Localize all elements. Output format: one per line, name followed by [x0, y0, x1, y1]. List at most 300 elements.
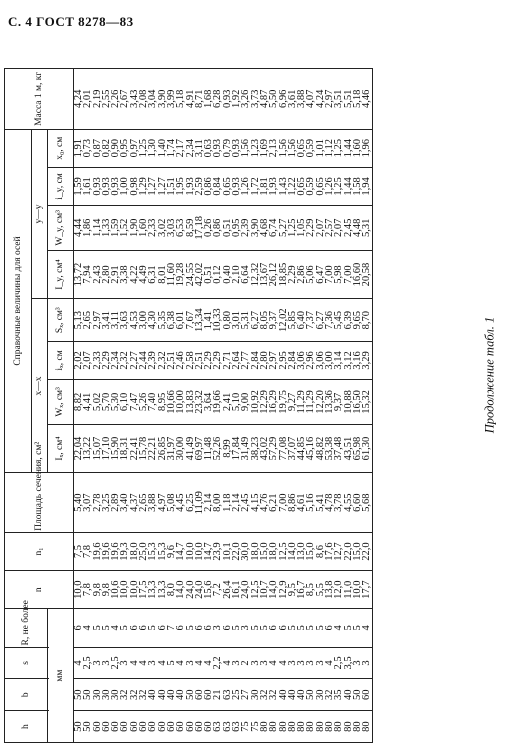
table-cell: 18,0 — [251, 532, 260, 570]
table-cell: 18,31 — [120, 424, 129, 473]
table-cell: 4,68 — [260, 206, 269, 251]
table-cell: 10,6 — [111, 571, 120, 609]
axis-xx-header: x—x — [32, 299, 48, 473]
table-cell: 2,59 — [195, 167, 204, 205]
table-cell: 30 — [316, 679, 325, 711]
continuation-note: Продолжение табл. 1 — [482, 316, 497, 434]
table-cell: 80 — [279, 711, 288, 743]
table-cell: 2,33 — [93, 341, 102, 379]
table-cell: 0,63 — [204, 129, 213, 167]
table-cell: 0,90 — [111, 129, 120, 167]
table-cell: 2,71 — [223, 341, 232, 379]
table-cell: 0,80 — [223, 299, 232, 341]
table-cell: 5,40 — [74, 473, 84, 532]
table-cell: 12,5 — [279, 532, 288, 570]
table-cell: 80 — [260, 711, 269, 743]
table-cell: 4,37 — [130, 473, 139, 532]
table-cell: 5 — [186, 609, 195, 647]
table-cell: 7,00 — [344, 250, 353, 299]
table-cell: 40 — [148, 679, 157, 711]
table-cell: 27 — [241, 679, 250, 711]
table-cell: 7,67 — [186, 299, 195, 341]
table-cell: 69,97 — [195, 424, 204, 473]
table-cell: 2,39 — [241, 206, 250, 251]
table-cell: 13,0 — [297, 532, 306, 570]
table-cell: 3 — [186, 647, 195, 679]
table-cell: 60 — [130, 711, 139, 743]
table-cell: 5,41 — [316, 473, 325, 532]
table-cell: 37,07 — [288, 424, 297, 473]
table-cell: 77,08 — [279, 424, 288, 473]
table-cell: 3,90 — [158, 69, 167, 130]
table-cell: 3 — [213, 609, 222, 647]
table-cell: 5,35 — [158, 299, 167, 341]
table-cell: 8,71 — [195, 69, 204, 130]
table-cell: 80 — [297, 711, 306, 743]
table-cell: 3,99 — [167, 69, 176, 130]
table-cell: 50 — [74, 711, 84, 743]
table-cell: 6 — [223, 609, 232, 647]
table-cell: 3,61 — [288, 69, 297, 130]
table-cell: 7,47 — [130, 380, 139, 425]
table-cell: 4,87 — [260, 69, 269, 130]
table-cell: 2,84 — [251, 341, 260, 379]
table-cell: 4,91 — [186, 69, 195, 130]
col-r-header: R, не более — [5, 609, 48, 647]
table-cell: 5,10 — [232, 380, 241, 425]
table-cell: 23,9 — [213, 532, 222, 570]
table-cell: 80 — [306, 711, 315, 743]
table-cell: 24,0 — [241, 571, 250, 609]
table-cell: 50 — [74, 679, 84, 711]
table-cell: 53,38 — [325, 424, 334, 473]
table-cell: 2,01 — [83, 69, 92, 130]
table-cell: 40 — [297, 679, 306, 711]
table-cell: 2,67 — [120, 69, 129, 130]
table-cell: 1,72 — [251, 167, 260, 205]
table-cell: 2,51 — [195, 341, 204, 379]
table-cell: 15,07 — [93, 424, 102, 473]
table-cell: 3 — [316, 647, 325, 679]
table-cell: 6,10 — [120, 380, 129, 425]
table-cell: 1,56 — [241, 129, 250, 167]
table-cell: 4,78 — [325, 473, 334, 532]
table-cell: 3,11 — [195, 129, 204, 167]
table-cell: 6 — [176, 609, 185, 647]
table-cell: 40 — [176, 679, 185, 711]
table-cell: 60 — [186, 711, 195, 743]
unit-mm-header: мм — [48, 609, 74, 743]
table-cell: 60 — [204, 711, 213, 743]
table-cell: 60 — [195, 711, 204, 743]
table-cell: 5 — [288, 609, 297, 647]
table-cell: 80 — [344, 711, 353, 743]
table-cell: 1,33 — [102, 206, 111, 251]
table-cell: 2,64 — [232, 341, 241, 379]
table-cell: 2,89 — [111, 473, 120, 532]
table-cell: 1,23 — [251, 129, 260, 167]
table-cell: 8,70 — [362, 299, 372, 341]
table-cell: 3,00 — [139, 299, 148, 341]
table-cell: 2,5 — [111, 647, 120, 679]
col-area-header: Площадь сечения, см² — [5, 473, 74, 532]
table-cell: 13,3 — [148, 571, 157, 609]
table-cell: 6 — [74, 609, 84, 647]
table-cell: 4 — [334, 609, 343, 647]
table-cell: 40 — [344, 679, 353, 711]
table-cell: 5,18 — [353, 69, 362, 130]
table-cell: 4 — [204, 647, 213, 679]
table-cell: 10,0 — [195, 532, 204, 570]
table-cell: 3,07 — [83, 473, 92, 532]
table-cell: 50 — [186, 679, 195, 711]
table-cell: 22,0 — [344, 532, 353, 570]
table-cell: 3,64 — [204, 380, 213, 425]
table-cell: 2,26 — [111, 69, 120, 130]
table-cell: 4 — [223, 647, 232, 679]
table-cell: 4 — [269, 647, 278, 679]
table-cell: 7 — [167, 609, 176, 647]
table-cell: 6,31 — [148, 250, 157, 299]
table-cell: 3 — [353, 647, 362, 679]
table-cell: 5 — [93, 609, 102, 647]
table-cell: 10,92 — [251, 380, 260, 425]
table-cell: 50 — [83, 679, 92, 711]
col-wy-header: W_y, см³ — [48, 206, 74, 251]
table-cell: 1,26 — [241, 167, 250, 205]
table-cell: 13,67 — [260, 250, 269, 299]
table-cell: 75 — [251, 711, 260, 743]
table-cell: 1,29 — [139, 167, 148, 205]
table-cell: 25 — [232, 679, 241, 711]
table-cell: 2,08 — [139, 69, 148, 130]
table-cell: 1,74 — [167, 129, 176, 167]
table-cell: 3 — [297, 647, 306, 679]
table-cell: 61,30 — [362, 424, 372, 473]
table-cell: 10,66 — [167, 380, 176, 425]
table-cell: 16,7 — [297, 571, 306, 609]
table-cell: 3,63 — [120, 299, 129, 341]
table-cell: 8,82 — [74, 380, 84, 425]
table-cell: 60 — [148, 711, 157, 743]
table-cell: 2,95 — [279, 341, 288, 379]
col-sx-header: Sₓ, см³ — [48, 299, 74, 341]
table-cell: 0,86 — [204, 167, 213, 205]
table-cell: 19,75 — [279, 380, 288, 425]
table-cell: 2,65 — [139, 473, 148, 532]
table-cell: 2,29 — [288, 250, 297, 299]
table-cell: 3 — [306, 647, 315, 679]
table-cell: 5 — [344, 609, 353, 647]
table-cell: 2,86 — [297, 250, 306, 299]
table-cell: 14,0 — [176, 571, 185, 609]
table-cell: 0,87 — [93, 129, 102, 167]
table-cell: 30 — [93, 679, 102, 711]
table-cell: 5,02 — [93, 380, 102, 425]
table-cell: 1,96 — [362, 129, 372, 167]
table-cell: 1,91 — [74, 129, 84, 167]
table-cell: 2,07 — [316, 206, 325, 251]
table-cell: 3,40 — [120, 473, 129, 532]
table-cell: 2,29 — [213, 341, 222, 379]
table-cell: 2,07 — [83, 341, 92, 379]
table-cell: 32 — [120, 679, 129, 711]
table-cell: 3,26 — [241, 69, 250, 130]
table-cell: 0,65 — [316, 167, 325, 205]
table-cell: 5 — [353, 609, 362, 647]
table-cell: 3,88 — [148, 473, 157, 532]
table-cell: 12,5 — [251, 571, 260, 609]
table-cell: 1,41 — [204, 299, 213, 341]
table-cell: 8,99 — [223, 424, 232, 473]
table-cell: 63 — [213, 711, 222, 743]
table-cell: 80 — [362, 711, 372, 743]
table-cell: 32 — [139, 679, 148, 711]
table-cell: 8,0 — [167, 571, 176, 609]
table-cell: 3,5 — [344, 647, 353, 679]
table-cell: 1,81 — [260, 167, 269, 205]
table-cell: 5,27 — [279, 206, 288, 251]
table-cell: 4,76 — [260, 473, 269, 532]
table-cell: 6,74 — [269, 206, 278, 251]
table-cell: 48,82 — [316, 424, 325, 473]
table-cell: 2,77 — [241, 341, 250, 379]
table-cell: 0,98 — [130, 167, 139, 205]
table-cell: 6 — [204, 609, 213, 647]
table-cell: 60 — [176, 711, 185, 743]
table-cell: 2,5 — [83, 647, 92, 679]
table-cell: 1,58 — [353, 167, 362, 205]
table-cell: 5,70 — [102, 380, 111, 425]
table-cell: 2,45 — [344, 206, 353, 251]
table-cell: 3 — [260, 647, 269, 679]
table-cell: 3,43 — [130, 69, 139, 130]
table-cell: 1,27 — [158, 167, 167, 205]
table-cell: 6,39 — [344, 299, 353, 341]
table-cell: 0,59 — [306, 129, 315, 167]
table-cell: 2,19 — [93, 69, 102, 130]
table-cell: 0,12 — [213, 250, 222, 299]
table-cell: 11,29 — [297, 380, 306, 425]
table-cell: 18,85 — [279, 250, 288, 299]
table-cell: 2,45 — [241, 473, 250, 532]
table-cell: 12,29 — [260, 380, 269, 425]
table-cell: 60 — [111, 711, 120, 743]
table-cell: 2,41 — [223, 380, 232, 425]
table-cell: 4 — [130, 647, 139, 679]
table-cell: 14,0 — [288, 532, 297, 570]
table-cell: 2,2 — [213, 647, 222, 679]
table-cell: 2,32 — [120, 341, 129, 379]
table-cell: 80 — [269, 711, 278, 743]
table-cell: 5 — [102, 609, 111, 647]
table-cell: 4,61 — [297, 473, 306, 532]
table-cell: 2,34 — [186, 129, 195, 167]
table-cell: 5 — [316, 609, 325, 647]
table-cell: 5,06 — [306, 250, 315, 299]
table-cell: 6 — [195, 609, 204, 647]
table-cell: 7,94 — [83, 250, 92, 299]
table-cell: 3,11 — [111, 299, 120, 341]
table-cell: 3,06 — [316, 341, 325, 379]
table-cell: 1,61 — [83, 167, 92, 205]
table-cell: 12,9 — [279, 571, 288, 609]
table-cell: 19,6 — [102, 532, 111, 570]
table-cell: 6,96 — [279, 69, 288, 130]
table-cell: 15,90 — [111, 424, 120, 473]
table-cell: 5,31 — [241, 299, 250, 341]
table-cell: 1,05 — [297, 206, 306, 251]
table-cell: 6,38 — [167, 299, 176, 341]
col-h-header: h — [5, 711, 48, 743]
table-cell: 15,3 — [158, 532, 167, 570]
table-cell: 3 — [102, 647, 111, 679]
table-cell: 52,26 — [213, 424, 222, 473]
table-cell: 0,95 — [232, 206, 241, 251]
table-cell: 0,95 — [120, 129, 129, 167]
table-cell: 10,1 — [223, 532, 232, 570]
table-cell: 1,51 — [167, 167, 176, 205]
table-cell: 2,29 — [204, 341, 213, 379]
table-cell: 9,65 — [353, 299, 362, 341]
table-cell: 2,65 — [83, 299, 92, 341]
col-wx-header: Wₓ, см³ — [48, 380, 74, 425]
table-cell: 4 — [325, 647, 334, 679]
table-cell: 1,56 — [288, 129, 297, 167]
table-cell: 3,51 — [334, 69, 343, 130]
table-cell: 2,80 — [260, 341, 269, 379]
col-x0-header: x₀, см — [48, 129, 74, 167]
table-cell: 5 — [120, 609, 129, 647]
table-cell: 11,0 — [344, 571, 353, 609]
table-cell: 3,06 — [297, 341, 306, 379]
table-cell: 15,0 — [353, 532, 362, 570]
table-cell: 9,37 — [334, 380, 343, 425]
table-cell: 1,26 — [325, 167, 334, 205]
table-cell: 3 — [251, 647, 260, 679]
table-cell: 2,80 — [102, 250, 111, 299]
table-cell: 10,88 — [344, 380, 353, 425]
table-cell: 63 — [223, 711, 232, 743]
table-cell: 16,50 — [353, 380, 362, 425]
table-cell: 5 — [306, 609, 315, 647]
table-cell: 0,65 — [297, 129, 306, 167]
table-cell: 15,0 — [260, 532, 269, 570]
table-cell: 13,22 — [83, 424, 92, 473]
table-cell: 6,28 — [213, 69, 222, 130]
table-cell: 2,46 — [176, 341, 185, 379]
table-cell: 3,03 — [167, 206, 176, 251]
table-cell: 37,48 — [334, 424, 343, 473]
table-cell: 4,53 — [130, 299, 139, 341]
table-cell: 24,0 — [195, 571, 204, 609]
table-cell: 1,25 — [288, 206, 297, 251]
table-cell: 3 — [241, 609, 250, 647]
table-cell: 12,0 — [334, 571, 343, 609]
table-cell: 38,23 — [251, 424, 260, 473]
table-cell: 16,60 — [353, 250, 362, 299]
table-cell: 2,13 — [269, 129, 278, 167]
table-cell: 9,6 — [167, 532, 176, 570]
table-cell: 3 — [232, 647, 241, 679]
table-cell: 17,84 — [232, 424, 241, 473]
table-cell: 19,6 — [93, 532, 102, 570]
table-cell: 4 — [362, 609, 372, 647]
table-cell: 80 — [353, 711, 362, 743]
table-cell: 10,0 — [120, 571, 129, 609]
table-cell: 60 — [93, 711, 102, 743]
table-cell: 16,1 — [232, 571, 241, 609]
table-cell: 5 — [148, 609, 157, 647]
table-cell: 26,85 — [158, 424, 167, 473]
table-cell: 43,02 — [260, 424, 269, 473]
col-iy-moment-header: I_y, см⁴ — [48, 250, 74, 299]
table-cell: 6 — [325, 609, 334, 647]
table-cell: 60 — [102, 711, 111, 743]
table-cell: 10,0 — [353, 571, 362, 609]
table-cell: 2,07 — [334, 206, 343, 251]
table-cell: 5,13 — [74, 299, 84, 341]
table-cell: 50 — [353, 679, 362, 711]
table-cell: 80 — [316, 711, 325, 743]
table-cell: 5,26 — [139, 380, 148, 425]
table-cell: 3,29 — [362, 341, 372, 379]
table-cell: 2,96 — [306, 341, 315, 379]
table-cell: 3,73 — [251, 69, 260, 130]
table-cell: 17,6 — [325, 532, 334, 570]
table-cell: 22,0 — [362, 532, 372, 570]
table-cell: 10,0 — [74, 571, 84, 609]
table-cell: 13,8 — [325, 571, 334, 609]
table-cell: 3,00 — [325, 341, 334, 379]
col-n-header: n — [5, 571, 74, 609]
table-cell: 5 — [232, 609, 241, 647]
table-cell: 40 — [288, 679, 297, 711]
table-cell: 5 — [297, 609, 306, 647]
table-cell: 1,86 — [83, 206, 92, 251]
table-cell: 14,7 — [176, 532, 185, 570]
table-cell: 3 — [120, 647, 129, 679]
table-cell: 10,0 — [130, 571, 139, 609]
table-cell: 1,60 — [139, 206, 148, 251]
table-cell: 0,65 — [297, 167, 306, 205]
table-cell: 9,37 — [269, 299, 278, 341]
table-cell: 26,4 — [223, 571, 232, 609]
table-cell: 2,44 — [139, 341, 148, 379]
table-cell: 4,24 — [74, 69, 84, 130]
table-cell: 1,25 — [139, 129, 148, 167]
table-cell: 2,84 — [288, 341, 297, 379]
table-cell: 1,69 — [260, 129, 269, 167]
table-cell: 0,93 — [93, 167, 102, 205]
table-cell: 3,78 — [334, 473, 343, 532]
table-cell: 5,50 — [269, 69, 278, 130]
table-cell: 1,92 — [232, 69, 241, 130]
table-cell: 0,93 — [232, 129, 241, 167]
table-cell: 18,0 — [130, 532, 139, 570]
table-cell: 4 — [74, 647, 84, 679]
table-cell: 17,5 — [139, 571, 148, 609]
ref-values-header: Справочные величины для осей — [5, 129, 32, 473]
table-cell: 1,00 — [120, 167, 129, 205]
table-cell: 2,14 — [232, 473, 241, 532]
table-cell: 2,43 — [93, 250, 102, 299]
table-cell: 60 — [195, 679, 204, 711]
table-cell: 2,51 — [167, 341, 176, 379]
table-cell: 8,95 — [158, 380, 167, 425]
table-cell: 15,0 — [306, 532, 315, 570]
table-cell: 1,93 — [186, 167, 195, 205]
